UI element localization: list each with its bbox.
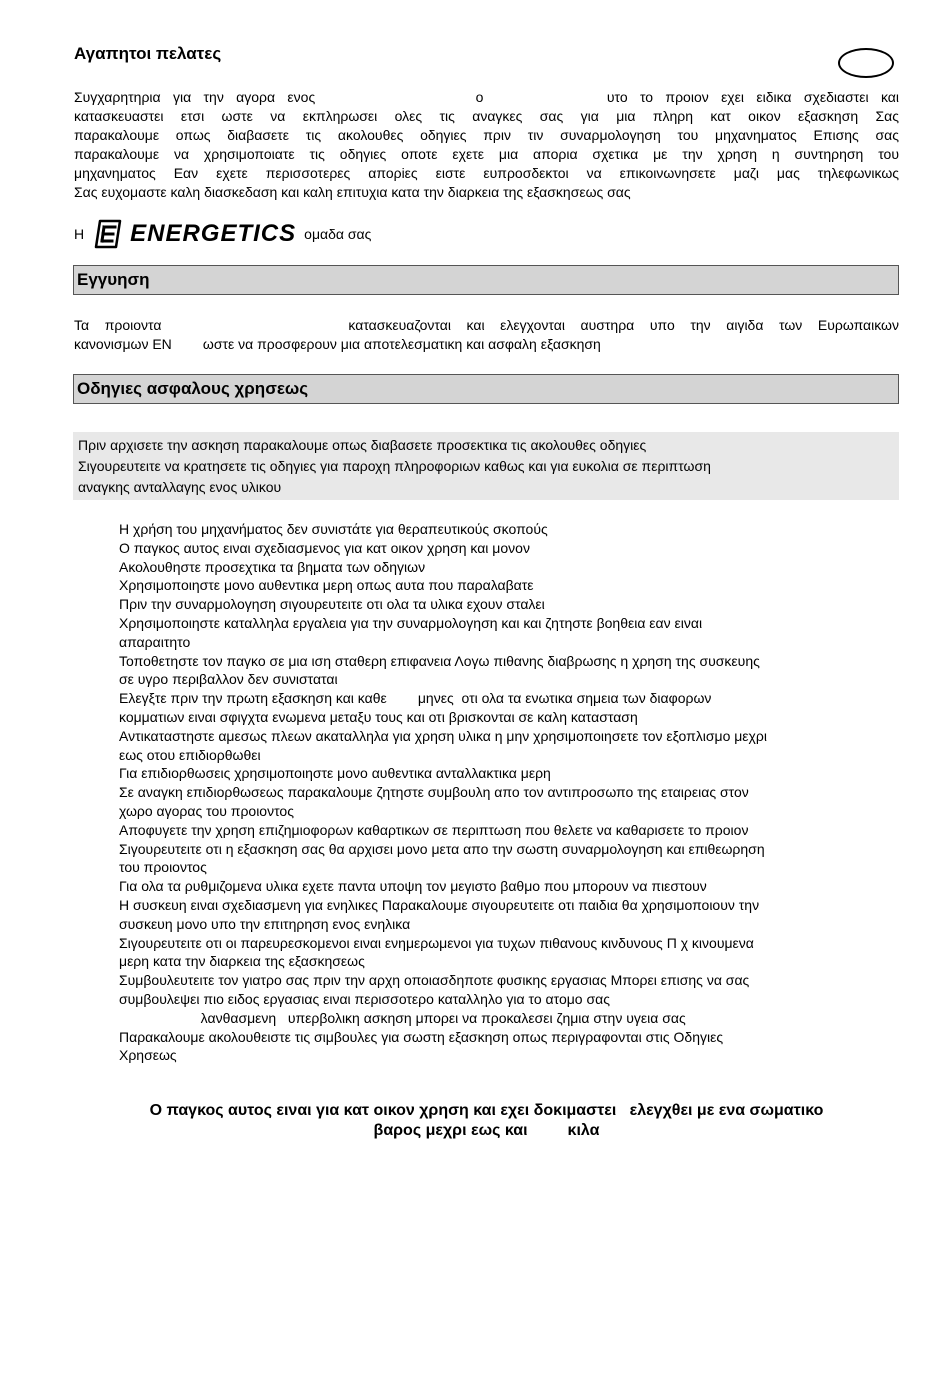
intro-line: παρακαλουμε να χρησιμοποιατε τις οδηγιες οποτε εχετε μια απορια σχετικα με την χρηση η συντηρηση του — [74, 146, 899, 162]
list-item: κομματιων ειναι σφιγχτα ενωμενα μεταξυ τους και οτι βρισκονται σε καλη κατασταση — [119, 708, 638, 725]
warranty-paragraph — [74, 316, 899, 354]
intro-paragraph — [74, 88, 899, 202]
list-item: Ελεγξτε πριν την πρωτη εξασκηση και καθε μηνες οτι ολα τα ενωτικα σημεια των διαφορων — [119, 690, 712, 707]
brand-signature — [74, 218, 371, 250]
footer-line: βαρος μεχρι εως και κιλα — [373, 1122, 600, 1139]
list-item: απαραιτητο — [119, 633, 191, 650]
list-item: Η συσκευη ειναι σχεδιασμενη για ενηλικες Παρακαλουμε σιγουρευτειτε οτι παιδια θα χρησιμοποιουν την — [119, 896, 760, 913]
list-item: μερη κατα την διαρκεια της εξασκησεως — [119, 953, 365, 970]
list-item: Ο παγκος αυτος ειναι σχεδιασμενος για κατ οικον χρηση και μονον — [119, 539, 530, 556]
list-item: Για ολα τα ρυθμιζομενα υλικα εχετε παντα υποψη τον μεγιστο βαθμο που μπορουν να πιεστουν — [119, 878, 707, 895]
brand-logo — [94, 219, 296, 249]
list-item: Συμβουλευτειτε τον γιατρο σας πριν την αρχη οποιασδηποτε φυσικης εργασιας Μπορει επισης να σας — [119, 972, 750, 989]
list-item: Η χρήση του μηχανήματος δεν συνιστάτε για θεραπευτικούς σκοπούς — [119, 521, 548, 537]
footer-line: Ο παγκος αυτος ειναι για κατ οικον χρηση και εχει δοκιμαστει ελεγχθει με ενα σωματικο — [149, 1102, 824, 1119]
intro-line: μηχανηματος Εαν εχετε περισσοτερες απορiες ειστε ευπροσδεκτοι να επικοινωνησετε μαζι μας τηλεφωνικως — [74, 165, 899, 181]
safety-note-box — [73, 432, 899, 500]
list-item: Αποφυγετε την χρηση επιζημιοφορων καθαρτικων σε περιπτωση που θελετε να καθαρισετε το προιον — [119, 821, 749, 838]
brand-prefix: Η — [74, 226, 85, 242]
footer-statement — [74, 1101, 899, 1141]
list-item: Πριν την συναρμολογηση σιγουρευτειτε οτι ολα τα υλικα εχουν σταλει — [119, 596, 545, 613]
list-item: Σιγουρευτειτε οτι η εξασκηση σας θα αρχισει μονο μετα απο την σωστη συναρμολογηση και επιθεωρηση — [119, 840, 765, 857]
list-item: Παρακαλουμε ακολουθειστε τις σιμβουλες για σωστη εξασκηση οπως περιγραφονται στις Οδηγιες — [119, 1028, 724, 1045]
list-item: εως οτου επιδιορθωθει — [119, 746, 261, 763]
section-safety-title: Οδηγιες ασφαλους χρησεως — [73, 374, 899, 404]
list-item: του προιοντος — [119, 859, 207, 876]
list-item: Χρησεως — [119, 1047, 177, 1064]
list-item: Χρησιμοποιηστε καταλληλα εργαλεια για την συναρμολογηση και και ζητηστε βοηθεια εαν ειναι — [119, 614, 703, 631]
list-item: Σε αναγκη επιδιορθωσεως παρακαλουμε ζητηστε συμβουλη απο τον αντιπροσωπο της εταιρειας στον — [119, 784, 749, 801]
intro-line: Συγχαρητηρια για την αγορα ενος ο υτο το προιον εχει ειδικα σχεδιαστει και — [74, 89, 899, 105]
list-item: σε υγρο περιβαλλον δεν συνισταται — [119, 671, 338, 688]
brand-suffix: ομαδα σας — [304, 226, 372, 242]
list-item: Για επιδιορθωσεις χρησιμοποιηστε μονο αυθεντικα ανταλλακτικα μερη — [119, 765, 551, 782]
language-badge-oval — [838, 48, 894, 78]
page-heading: Αγαπητοι πελατες — [74, 44, 222, 63]
note-line: Πριν αρχισετε την ασκηση παρακαλουμε οπως διαβασετε προσεκτικα τις ακολουθες οδηγιες — [78, 437, 647, 453]
list-item: συσκευη μονο υπο την επιτηρηση ενος ενηλικα — [119, 915, 411, 932]
brand-logo-text: ENERGETICS — [130, 220, 297, 247]
warranty-line: κανονισμων EN ωστε να προσφερουν μια αποτελεσματικη και ασφαλη εξασκηση — [74, 336, 601, 352]
list-item: Τοποθετηστε τον παγκο σε μια ιση σταθερη επιφανεια Λογω πιθανης διαβρωσης η χρηση της συσκευης — [119, 652, 760, 669]
list-item: Αντικαταστηστε αμεσως πλεων ακαταλληλα για χρηση υλικα η μην χρησιμοποιησετε τον εξοπλισμο μεχρι — [119, 727, 767, 744]
energetics-e-logo-icon — [94, 219, 124, 249]
intro-line: κατασκευαστει ετσι ωστε να εκπληρωσει ολες τις αναγκες σας για μια πληρη κατ οικον εξασκηση Σας — [74, 108, 899, 124]
safety-instructions-list — [119, 520, 901, 1065]
intro-line: παρακαλουμε οπως διαβασετε τις ακολουθες οδηγιες πριν τιν συναρμολογηση του μηχανηματος Επισης σας — [74, 127, 899, 143]
list-item: συμβουλεψει πιο ειδος εργασιας ειναι περισσοτερο καταλληλο για το ατομο σας — [119, 990, 610, 1007]
warranty-line: Τα προιοντα κατασκευαζονται και ελεγχονται αυστηρα υπο την αιγιδα των Ευρωπαικων — [74, 317, 899, 333]
section-warranty-title: Εγγυηση — [73, 265, 899, 295]
list-item: χωρο αγορας του προιοντος — [119, 802, 294, 819]
list-item: Χρησιμοποιηστε μονο αυθεντικα μερη οπως αυτα που παραλαβατε — [119, 577, 534, 594]
intro-line: Σας ευχομαστε καλη διασκεδαση και καλη επιτυχια κατα την διαρκεια της εξασκησεως σας — [74, 184, 631, 200]
list-item: Σιγουρευτειτε οτι οι παρευρεσκομενοι ειναι ενημερωμενοι για τυχων πιθανους κινδυνους Π χ κινουμενα — [119, 934, 754, 951]
list-item: λανθασμενη υπερβολικη ασκηση μπορει να προκαλεσει ζημια στην υγεια σας — [119, 1009, 686, 1026]
note-line: Σιγουρευτειτε να κρατησετε τις οδηγιες για παροχη πληροφοριων καθως και για ευκολια σε περιπτωση — [78, 458, 711, 474]
list-item: Ακολουθηστε προσεχτικα τα βηματα των οδηγιων — [119, 558, 426, 575]
note-line: αναγκης ανταλλαγης ενος υλικου — [78, 479, 282, 495]
